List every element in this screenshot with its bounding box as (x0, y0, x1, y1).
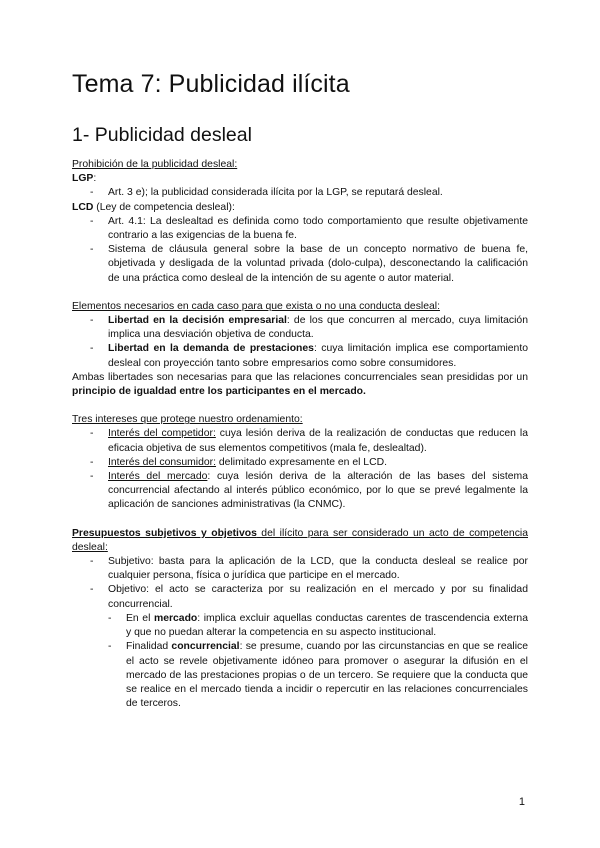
subheading-intereses: Tres intereses que protege nuestro ordenamiento: (72, 414, 303, 426)
subheading-prohibicion: Prohibición de la publicidad desleal: (72, 159, 238, 170)
list-item: - Finalidad concurrencial: se presume, cuando por las circunstancias en que se realice el acto se revele objetivamente idóneo para promover o asegurar la difusión en el mercado de las prestaciones propias o de un tercero. Se requiere que la conducta que se realice en el mercado tienda a incidir o repercutir en las relaciones concurrenciales de terceros. (108, 641, 528, 710)
page-number: 1 (518, 796, 525, 808)
list-item: - Libertad en la demanda de prestaciones: cuya limitación implica ese comportamiento desleal con proyección tanto sobre empresarios como sobre consumidores. (90, 343, 528, 369)
presupuestos-list (72, 555, 528, 612)
list-item: - Interés del competidor: cuya lesión deriva de la realización de conductas que reducen la eficacia objetiva de sus elementos competitivos (mala fe, deslealtad). (90, 428, 528, 454)
objetivo-sublist (72, 612, 528, 711)
list-item: - Interés del consumidor: delimitado expresamente en el LCD. (90, 456, 387, 468)
intereses-list (72, 427, 528, 512)
paragraph-libertades: Ambas libertades son necesarias para que las relaciones concurrenciales sean presididas por un principio de igualdad entre los participantes en el mercado. (72, 371, 528, 398)
list-item: - Sistema de cláusula general sobre la base de un concepto normativo de buena fe, objetivada y desligada de la voluntad privada (dolo-culpa), desconectando la calificación de una práctica como desleal de la intención de su agente o autor material. (90, 244, 528, 284)
section-heading: 1- Publicidad desleal (72, 124, 252, 146)
list-item: - En el mercado: implica excluir aquellas conductas carentes de trascendencia externa y que no puedan alterar la competencia en su aspecto institucional. (108, 612, 528, 639)
list-item: - Libertad en la decisión empresarial: de los que concurren al mercado, cuya limitación implica una desviación objetiva de conducta. (90, 315, 528, 341)
list-item: - Objetivo: el acto se caracteriza por su realización en el mercado y por su finalidad concurrencial. (90, 584, 528, 610)
list-item: - Art. 3 e); la publicidad considerada ilícita por la LGP, se reputará desleal. (90, 187, 443, 199)
lcd-label: LCD (72, 201, 94, 213)
page-title: Tema 7: Publicidad ilícita (72, 70, 350, 98)
elementos-list (72, 314, 528, 371)
list-item: - Art. 4.1: La deslealtad es definida como todo comportamiento que resulte objetivamente contrario a las exigencias de la buena fe. (90, 215, 528, 242)
list-item: - Interés del mercado: cuya lesión deriva de la alteración de las bases del sistema concurrencial afectando al interés público económico, por lo que se prevé legalmente la aplicación de sanciones administrativas (la CNMC). (90, 471, 528, 511)
lgp-line: LGP: (72, 173, 97, 185)
list-item: - Subjetivo: basta para la aplicación de la LCD, que la conducta desleal se realice por cualquier persona, física o jurídica que participe en el mercado. (90, 556, 528, 582)
subheading-elementos: Elementos necesarios en cada caso para que exista o no una conducta desleal: (72, 300, 440, 312)
lgp-list (72, 186, 528, 200)
document-body (72, 158, 528, 711)
lcd-list (72, 215, 528, 286)
lgp-label: LGP (72, 173, 94, 185)
lcd-line: LCD (Ley de competencia desleal): (72, 201, 235, 213)
subheading-presupuestos: Presupuestos subjetivos y objetivos del ilícito para ser considerado un acto de competencia desleal: (72, 527, 528, 553)
